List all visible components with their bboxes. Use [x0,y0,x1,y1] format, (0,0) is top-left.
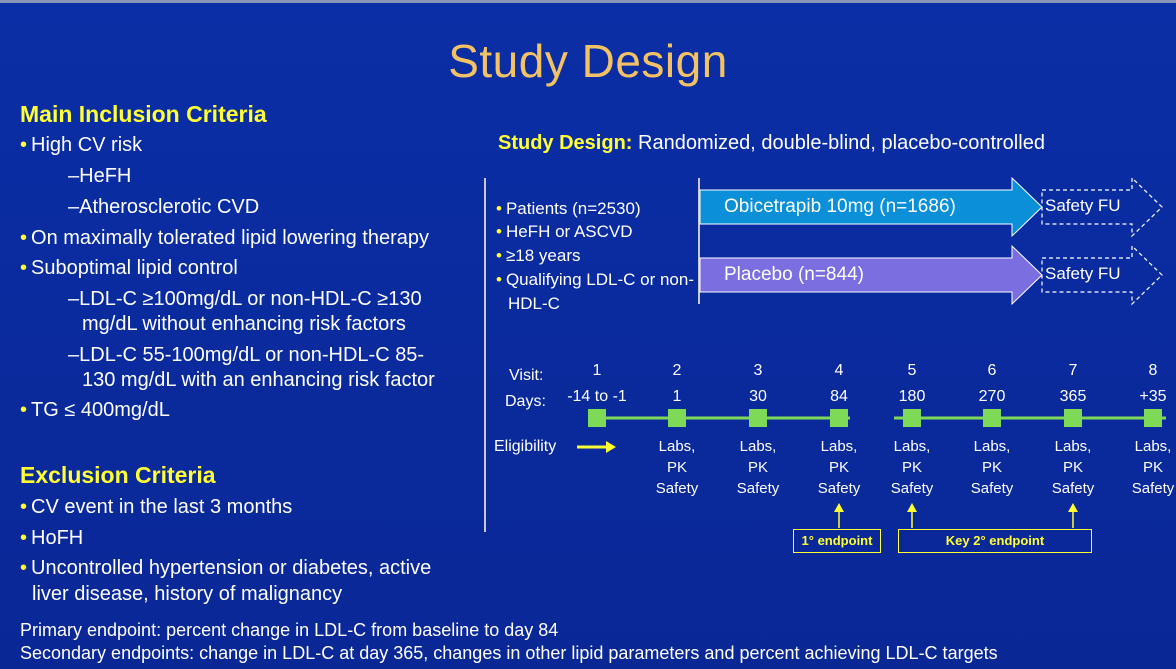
visit-markers [588,409,1162,427]
eligibility-arrow [577,441,616,453]
endpoint-arrow-day84 [834,503,844,528]
secondary-endpoint-note: Secondary endpoints: change in LDL-C at day 365, changes in other lipid parameters and percent achieving LDL-C targets [20,643,998,663]
patient-criterion-text: Qualifying LDL-C or non- [505,270,694,289]
visit-activity: Labs, [1054,438,1092,455]
visit-day: 270 [978,388,1006,405]
visit-activity: Safety [1051,480,1095,497]
patient-criterion-text: Patients (n=2530) [505,199,641,218]
visit-activity: Safety [817,480,861,497]
visit-activity: Labs, [893,438,931,455]
inclusion-text: –HeFH [68,165,132,187]
visit-activity: PK [666,459,687,476]
primary-endpoint-note: Primary endpoint: percent change in LDL-C from baseline to day 84 [20,620,559,640]
inclusion-text: TG ≤ 400mg/dL [31,399,170,421]
exclusion-text: HoFH [31,527,84,549]
arm-label-obicetrapib: Obicetrapib 10mg (n=1686) [724,196,956,217]
visit-day: -14 to -1 [567,388,627,405]
secondary-endpoint-box: Key 2° endpoint [898,529,1092,553]
bullet-icon: • [20,496,28,518]
visit-activity: Labs, [973,438,1011,455]
inclusion-text: –LDL-C ≥100mg/dL or non-HDL-C ≥130 [68,288,422,310]
days-row-label: Days: [505,393,546,410]
visit-marker [588,409,606,427]
visit-number: 8 [1148,362,1158,379]
inclusion-text: On maximally tolerated lipid lowering therapy [31,227,429,249]
inclusion-text: 130 mg/dL with an enhancing risk factor [82,369,435,391]
visit-marker [1144,409,1162,427]
eligibility-label: Eligibility [494,438,557,455]
bullet-icon: • [496,246,502,265]
bullet-icon: • [496,270,502,289]
visit-marker [830,409,848,427]
endpoint-arrow-day180 [907,503,917,528]
visit-day: 180 [898,388,926,405]
visit-activity: PK [747,459,768,476]
visit-number: 5 [907,362,917,379]
bullet-icon: • [20,527,28,549]
exclusion-text: Uncontrolled hypertension or diabetes, active [31,557,432,579]
safety-fu-label-obicetrapib: Safety FU [1045,196,1121,215]
inclusion-text: High CV risk [31,134,143,156]
visit-marker [983,409,1001,427]
design-description: Randomized, double-blind, placebo-controlled [638,132,1045,154]
visit-marker [749,409,767,427]
visit-number: 4 [834,362,844,379]
visit-number: 2 [672,362,682,379]
arm-label-placebo: Placebo (n=844) [724,264,864,285]
visit-day: 84 [830,388,848,405]
design-label: Study Design: [498,132,633,154]
exclusion-text: CV event in the last 3 months [31,496,293,518]
visit-marker [903,409,921,427]
visit-number: 3 [753,362,763,379]
bullet-icon: • [20,134,28,156]
visit-marker [1064,409,1082,427]
visit-activity: PK [1062,459,1083,476]
exclusion-text: liver disease, history of malignancy [32,583,343,605]
patient-criterion-text: HDL-C [508,294,560,313]
visit-marker [668,409,686,427]
bullet-icon: • [496,222,502,241]
inclusion-heading: Main Inclusion Criteria [20,101,267,127]
visit-row-label: Visit: [509,367,544,384]
inclusion-text: –LDL-C 55-100mg/dL or non-HDL-C 85- [68,344,425,366]
visit-activity: PK [1142,459,1163,476]
patient-criterion-text: HeFH or ASCVD [505,222,633,241]
visit-day: 30 [749,388,767,405]
patient-criterion-text: ≥18 years [505,246,581,265]
visit-activity: PK [981,459,1002,476]
visit-day: 1 [672,388,682,405]
visit-day: +35 [1139,388,1167,405]
bullet-icon: • [20,399,28,421]
bullet-icon: • [496,199,502,218]
visit-activity: Labs, [1134,438,1172,455]
primary-endpoint-box: 1° endpoint [793,529,881,553]
visit-activity: Safety [736,480,780,497]
bullet-icon: • [20,257,28,279]
visit-activity: PK [828,459,849,476]
safety-fu-label-placebo: Safety FU [1045,264,1121,283]
visit-number: 7 [1068,362,1078,379]
visit-activity: PK [901,459,922,476]
visit-activity: Labs, [820,438,858,455]
endpoint-arrow-day365 [1068,503,1078,528]
visit-activity: Safety [970,480,1014,497]
visit-activity: Labs, [658,438,696,455]
bullet-icon: • [20,557,28,579]
slide-title: Study Design [448,35,728,87]
visit-activity: Labs, [739,438,777,455]
inclusion-text: –Atherosclerotic CVD [68,196,260,218]
visit-number: 6 [987,362,997,379]
exclusion-heading: Exclusion Criteria [20,462,216,488]
visit-activity: Safety [1131,480,1175,497]
visit-activity: Safety [890,480,934,497]
bullet-icon: • [20,227,28,249]
inclusion-text: mg/dL without enhancing risk factors [82,313,406,335]
visit-activity: Safety [655,480,699,497]
inclusion-text: Suboptimal lipid control [31,257,238,279]
visit-number: 1 [592,362,602,379]
visit-day: 365 [1059,388,1087,405]
